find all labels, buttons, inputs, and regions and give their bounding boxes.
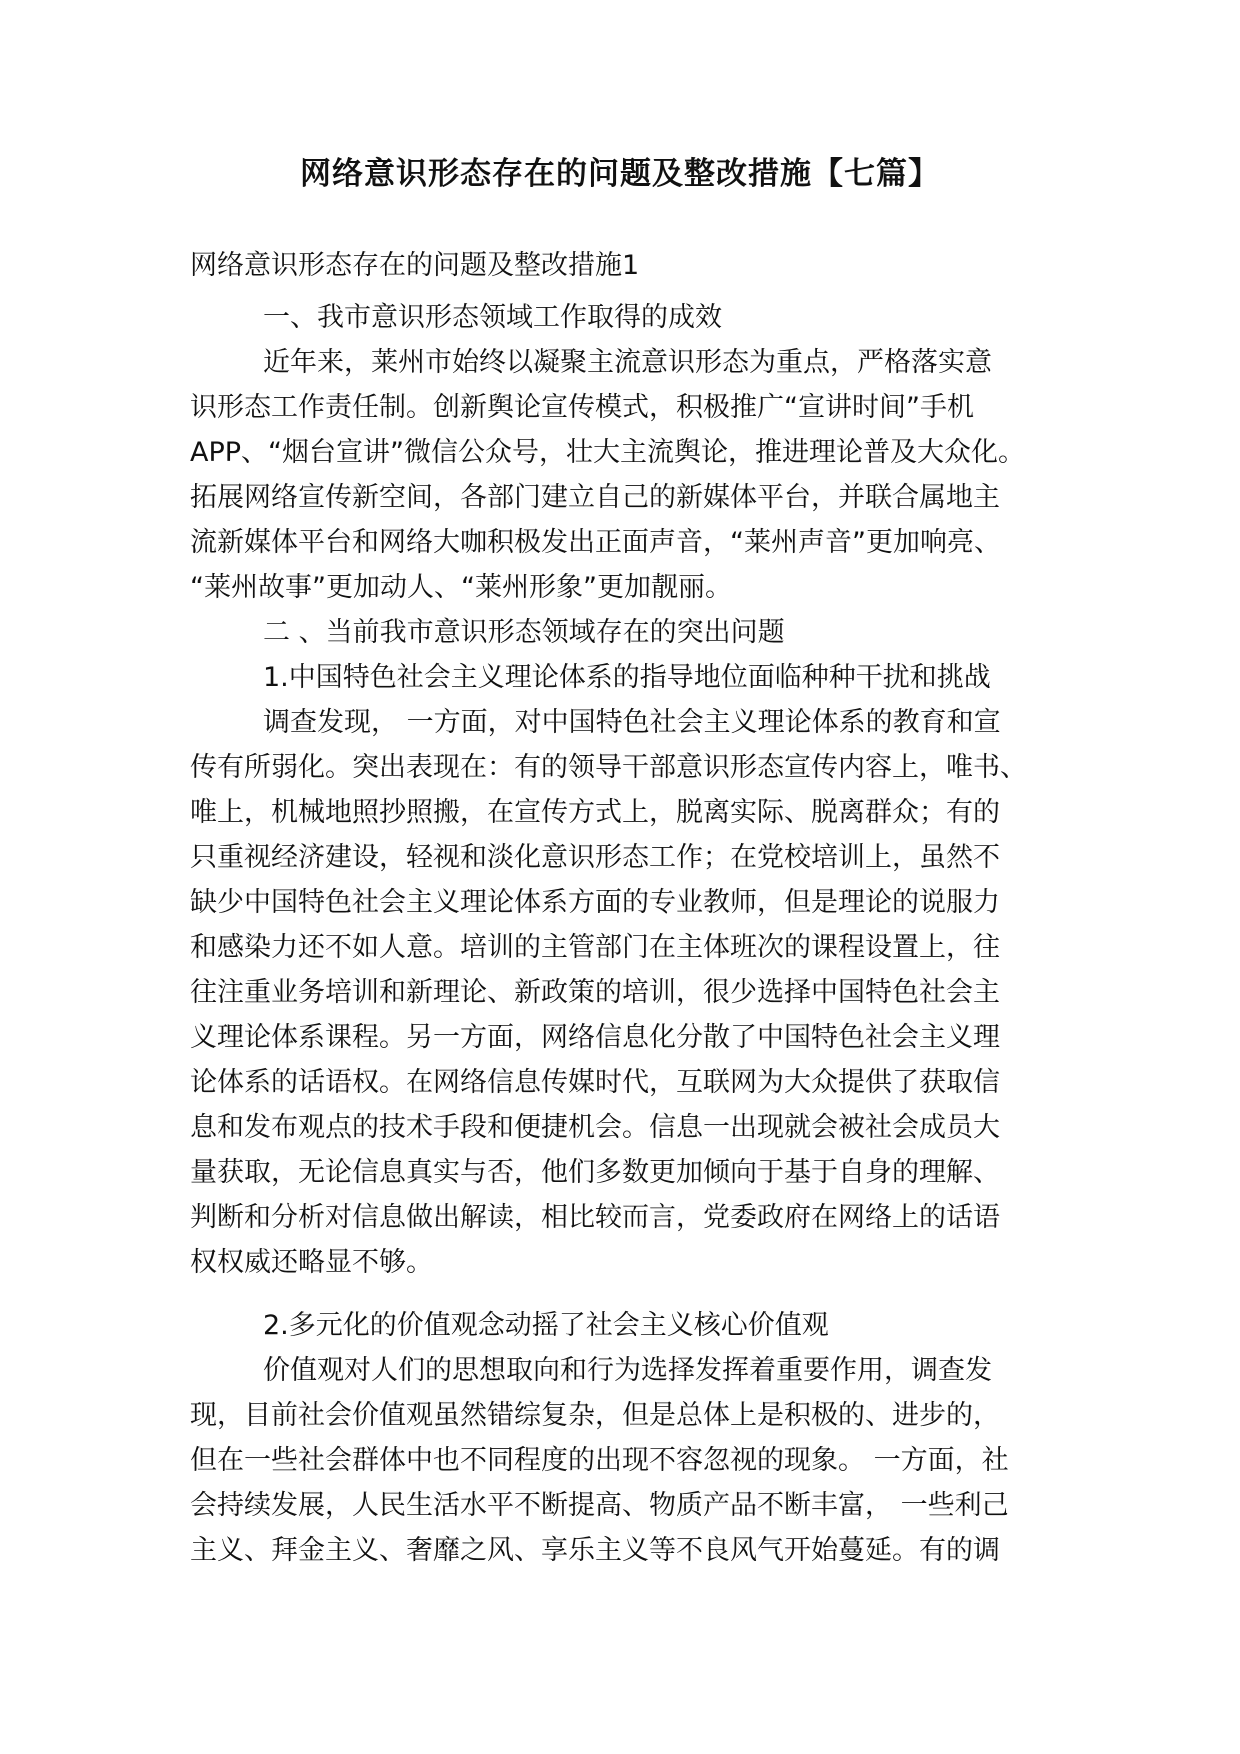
document-body	[190, 243, 1065, 1573]
paragraph-2-line-6: 和感染力还不如人意。培训的主管部门在主体班次的课程设置上，往	[190, 932, 1000, 963]
paragraph-1-line-6: “莱州故事”更加动人、“莱州形象”更加靓丽。	[190, 572, 732, 603]
paragraph-2-line-11: 量获取，无论信息真实与否，他们多数更加倾向于基于自身的理解、	[190, 1157, 1000, 1188]
paragraph-1-line-2: 识形态工作责任制。创新舆论宣传模式，积极推广“宣讲时间”手机	[190, 392, 974, 423]
subsection-heading-1: 1.中国特色社会主义理论体系的指导地位面临种种干扰和挑战	[263, 662, 991, 693]
paragraph-2-line-2: 传有所弱化。突出表现在：有的领导干部意识形态宣传内容上，唯书、	[190, 752, 1027, 783]
paragraph-3-line-3: 但在一些社会群体中也不同程度的出现不容忽视的现象。 一方面，社	[190, 1445, 1009, 1476]
paragraph-1-line-5: 流新媒体平台和网络大咖积极发出正面声音，“莱州声音”更加响亮、	[190, 527, 1001, 558]
paragraph-2-line-12: 判断和分析对信息做出解读，相比较而言，党委政府在网络上的话语	[190, 1202, 1000, 1233]
paragraph-2-line-1: 调查发现， 一方面，对中国特色社会主义理论体系的教育和宣	[263, 707, 1001, 738]
subsection-heading-2: 2.多元化的价值观念动摇了社会主义核心价值观	[263, 1310, 829, 1341]
paragraph-2-line-13: 权权威还略显不够。	[190, 1247, 433, 1278]
section-heading-1: 一、我市意识形态领域工作取得的成效	[263, 302, 722, 333]
paragraph-2-line-4: 只重视经济建设，轻视和淡化意识形态工作；在党校培训上，虽然不	[190, 842, 1000, 873]
paragraph-2-line-8: 义理论体系课程。另一方面，网络信息化分散了中国特色社会主义理	[190, 1022, 1000, 1053]
paragraph-2-line-9: 论体系的话语权。在网络信息传媒时代，互联网为大众提供了获取信	[190, 1067, 1000, 1098]
paragraph-1-line-3: APP、“烟台宣讲”微信公众号，壮大主流舆论，推进理论普及大众化。	[190, 437, 1026, 468]
section-heading-2: 二 、当前我市意识形态领域存在的突出问题	[263, 617, 785, 648]
paragraph-2-line-7: 往注重业务培训和新理论、新政策的培训，很少选择中国特色社会主	[190, 977, 1000, 1008]
paragraph-3-line-2: 现，目前社会价值观虽然错综复杂，但是总体上是积极的、进步的，	[190, 1400, 1000, 1431]
paragraph-2-line-10: 息和发布观点的技术手段和便捷机会。信息一出现就会被社会成员大	[190, 1112, 1000, 1143]
paragraph-1-line-1: 近年来，莱州市始终以凝聚主流意识形态为重点，严格落实意	[263, 347, 992, 378]
paragraph-1-line-4: 拓展网络宣传新空间，各部门建立自己的新媒体平台，并联合属地主	[190, 482, 1000, 513]
document-subtitle: 网络意识形态存在的问题及整改措施1	[190, 250, 640, 281]
document-title: 网络意识形态存在的问题及整改措施【七篇】	[300, 156, 940, 192]
paragraph-2-line-5: 缺少中国特色社会主义理论体系方面的专业教师，但是理论的说服力	[190, 887, 1000, 918]
paragraph-3-line-4: 会持续发展，人民生活水平不断提高、物质产品不断丰富， 一些利己	[190, 1490, 1009, 1521]
paragraph-3-line-5: 主义、拜金主义、奢靡之风、享乐主义等不良风气开始蔓延。有的调	[190, 1535, 1000, 1566]
paragraph-3-line-1: 价值观对人们的思想取向和行为选择发挥着重要作用，调查发	[263, 1355, 992, 1386]
paragraph-2-line-3: 唯上，机械地照抄照搬，在宣传方式上，脱离实际、脱离群众；有的	[190, 797, 1000, 828]
